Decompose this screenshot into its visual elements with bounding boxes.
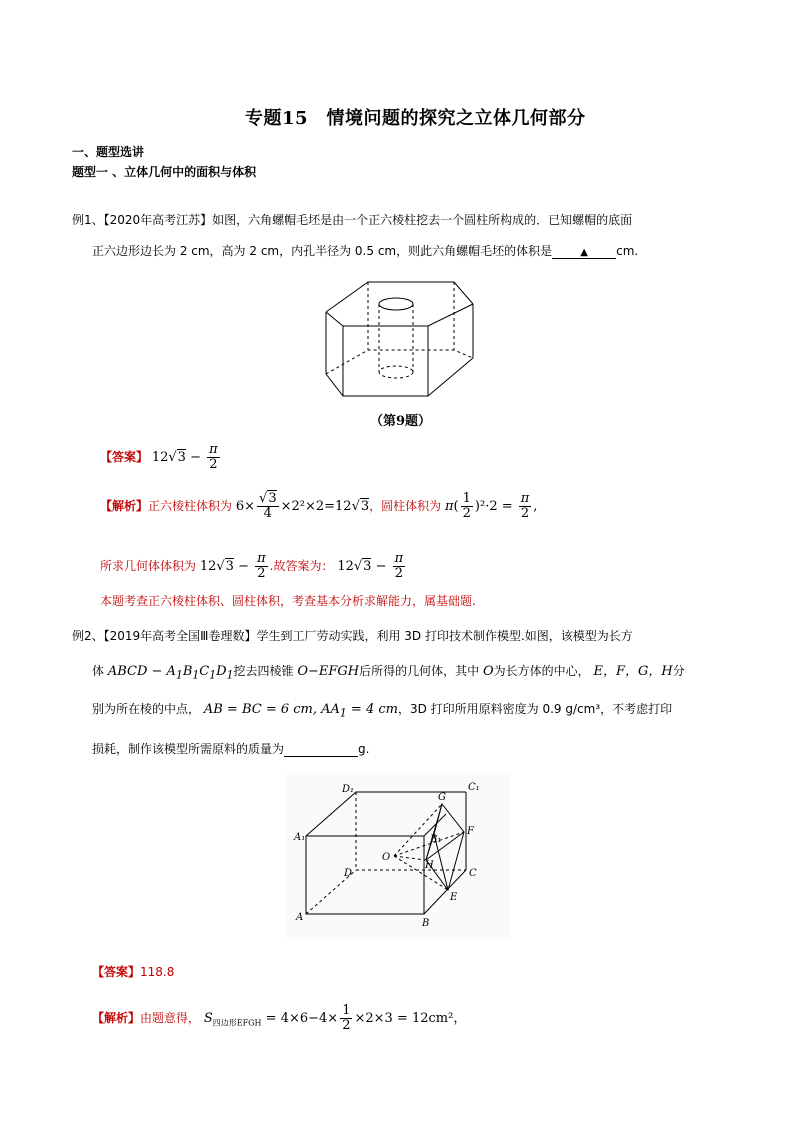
- unit: g.: [358, 742, 370, 756]
- text: 分: [672, 664, 685, 678]
- label-b1: B₁: [430, 834, 442, 845]
- text: 挖去四棱锥: [233, 664, 294, 678]
- label-d: D: [344, 868, 353, 879]
- analysis-text-2: ，圆柱体积为: [369, 499, 442, 513]
- point-o: O: [482, 664, 494, 679]
- text: 别为所在棱的中点，: [92, 702, 201, 716]
- answer-value: 118.8: [140, 965, 175, 979]
- answer-blank: [552, 244, 616, 259]
- result-text: 所求几何体体积为: [100, 559, 197, 573]
- result-line: [100, 552, 407, 581]
- dimension-formula: AB = BC = 6 cm, $AA_1 = 4$ cm: [203, 702, 398, 720]
- pyramid-name: O−EFGH: [297, 664, 360, 679]
- example2-line3: [92, 700, 672, 720]
- label-f: F: [467, 826, 474, 837]
- label-a1: A₁: [294, 832, 306, 843]
- text: 为长方体的中心，: [493, 664, 590, 678]
- prism-volume-formula: 6× $\frac{√3}{4}$ ×2²×2=12√3: [235, 491, 370, 521]
- answer-blank-2: [284, 742, 358, 757]
- answer2: [92, 963, 174, 980]
- label-c: C: [469, 868, 477, 879]
- answer-label: 【答案】: [92, 965, 141, 979]
- analysis-text: 正六棱柱体积为: [148, 499, 233, 513]
- example1-line2: [92, 242, 638, 259]
- result-text-2: .故答案为：: [269, 559, 334, 573]
- label-g: G: [438, 792, 446, 803]
- cuboid-figure: [286, 772, 510, 940]
- page-title: 专题15 情境问题的探究之立体几何部分: [245, 108, 586, 129]
- section-heading: 一、题型选讲: [72, 145, 145, 159]
- hex-nut-figure: [318, 278, 478, 408]
- example1-line2-text: 正六边形边长为 2 cm，高为 2 cm，内孔半径为 0.5 cm，则此六角螺帽毛坯的体积是: [92, 244, 553, 258]
- cylinder-volume-formula: π( $\frac{1}{2}$ )²·2 = $\frac{\pi}{2}$ ,: [445, 491, 538, 521]
- answer1: [100, 443, 222, 472]
- subsection-heading: 题型一 、立体几何中的面积与体积: [72, 165, 257, 179]
- triangle-mark: ▲: [580, 247, 588, 258]
- example1-line1: 例1、【2020年高考江苏】如图，六角螺帽毛坯是由一个正六棱柱挖去一个圆柱所构成的．已知螺帽的底面: [72, 213, 633, 227]
- label-b: B: [422, 918, 430, 929]
- text: 损耗，制作该模型所需原料的质量为: [92, 742, 285, 756]
- text: 体: [92, 664, 105, 678]
- analysis-label: 【解析】: [100, 499, 149, 513]
- analysis2: [92, 1004, 466, 1033]
- label-d1: D₁: [342, 784, 355, 795]
- note-line: 本题考查正六棱柱体积、圆柱体积，考查基本分析求解能力，属基础题.: [100, 594, 476, 608]
- text: 后所得的几何体，其中: [359, 664, 480, 678]
- label-h: H: [425, 860, 434, 871]
- analysis1: [100, 492, 537, 521]
- answer-expression: 12√3 − $\frac{\pi}{2}$: [151, 442, 218, 472]
- example2-line2: [92, 660, 685, 682]
- label-e: E: [450, 892, 458, 903]
- result-formula: 12√3 − $\frac{\pi}{2}$: [199, 551, 266, 581]
- label-a: A: [296, 912, 304, 923]
- analysis-text: 由题意得，: [140, 1011, 201, 1025]
- unit: cm.: [616, 244, 639, 258]
- figure-caption: （第9题）: [370, 414, 432, 429]
- cuboid-name: ABCD − $A_1B_1C_1D_1$: [107, 664, 234, 682]
- answer-label: 【答案】: [100, 450, 149, 464]
- result-formula-2: 12√3 − $\frac{\pi}{2}$: [337, 551, 404, 581]
- label-c1: C₁: [468, 782, 480, 793]
- label-o: O: [382, 852, 391, 863]
- area-formula: $S_{四边形EFGH} = 4\times 6-4\times$ $\frac{1}{2}$ ×2×3 = 12cm²，: [203, 1003, 467, 1033]
- example2-line4: [92, 740, 369, 757]
- points-efgh: E，F，G，H: [593, 664, 673, 679]
- analysis-label: 【解析】: [92, 1011, 141, 1025]
- example2-line1: 例2、【2019年高考全国Ⅲ卷理数】学生到工厂劳动实践，利用 3D 打印技术制作模型.如图，该模型为长方: [72, 629, 633, 643]
- text: ，3D 打印所用原料密度为 0.9 g/cm³，不考虑打印: [397, 702, 673, 716]
